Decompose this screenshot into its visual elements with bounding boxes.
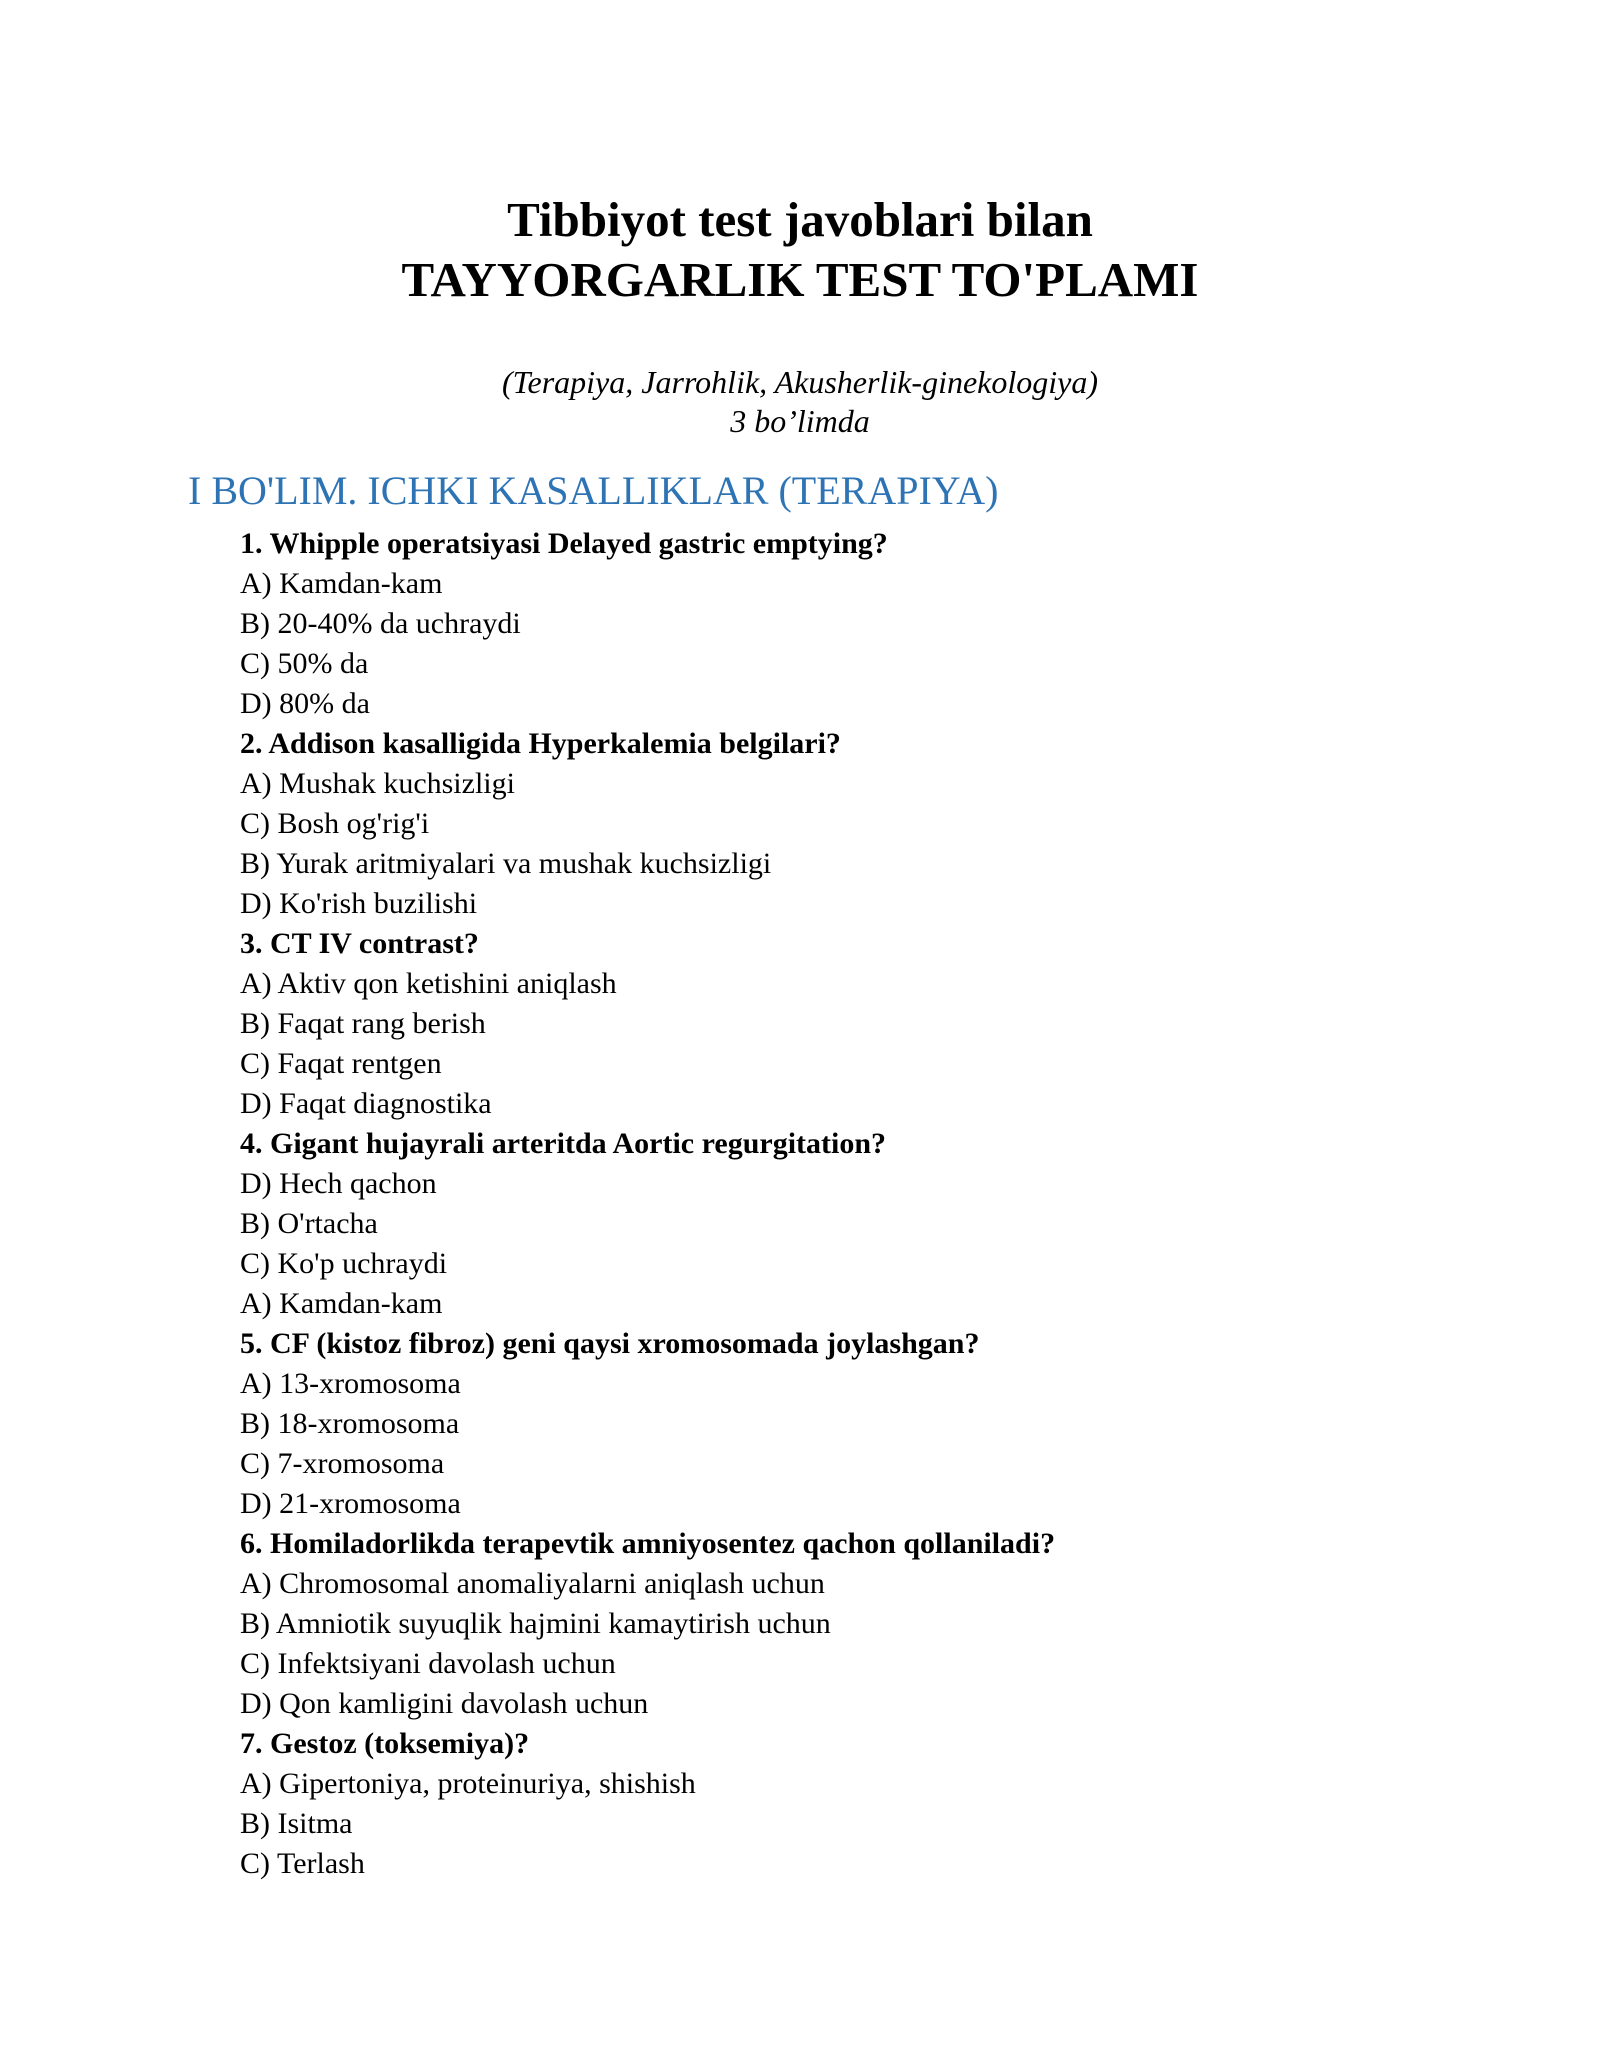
- answer-option: C) Bosh og'rig'i: [240, 807, 430, 840]
- answer-option: A) Kamdan-kam: [240, 567, 443, 600]
- question-text: 1. Whipple operatsiyasi Delayed gastric emptying?: [240, 527, 888, 560]
- answer-option: A) Kamdan-kam: [240, 1287, 443, 1320]
- answer-option: D) 80% da: [240, 687, 370, 720]
- question-list: [240, 524, 1540, 1884]
- answer-option: C) Terlash: [240, 1847, 365, 1880]
- answer-option: C) Faqat rentgen: [240, 1047, 442, 1080]
- question-block: [240, 724, 1540, 924]
- question-text: 6. Homiladorlikda terapevtik amniyosentez qachon qollaniladi?: [240, 1527, 1056, 1560]
- answer-option: B) 20-40% da uchraydi: [240, 607, 521, 640]
- answer-option: D) Hech qachon: [240, 1167, 437, 1200]
- answer-option: C) 50% da: [240, 647, 369, 680]
- answer-option: D) Faqat diagnostika: [240, 1087, 492, 1120]
- answer-option: B) Yurak aritmiyalari va mushak kuchsizligi: [240, 847, 772, 880]
- question-text: 4. Gigant hujayrali arteritda Aortic regurgitation?: [240, 1127, 887, 1160]
- answer-option: D) Qon kamligini davolash uchun: [240, 1687, 649, 1720]
- answer-option: B) Faqat rang berish: [240, 1007, 486, 1040]
- document-title-line-2: TAYYORGARLIK TEST TO'PLAMI: [401, 252, 1199, 307]
- question-text: 3. CT IV contrast?: [240, 927, 479, 960]
- answer-option: B) Isitma: [240, 1807, 353, 1840]
- answer-option: B) Amniotik suyuqlik hajmini kamaytirish uchun: [240, 1607, 831, 1640]
- document-subtitle-line-2: 3 bo’limda: [730, 403, 870, 439]
- question-block: [240, 924, 1540, 1124]
- document-title-line-1: Tibbiyot test javoblari bilan: [507, 192, 1093, 247]
- section-heading: I BO'LIM. ICHKI KASALLIKLAR (TERAPIYA): [188, 468, 999, 513]
- question-block: [240, 1524, 1540, 1724]
- answer-option: A) 13-xromosoma: [240, 1367, 461, 1400]
- answer-option: C) 7-xromosoma: [240, 1447, 445, 1480]
- answer-option: A) Mushak kuchsizligi: [240, 767, 515, 800]
- document-subtitle-line-1: (Terapiya, Jarrohlik, Akusherlik-ginekologiya): [501, 364, 1099, 400]
- answer-option: A) Aktiv qon ketishini aniqlash: [240, 967, 617, 1000]
- question-block: [240, 1724, 1540, 1884]
- answer-option: D) 21-xromosoma: [240, 1487, 461, 1520]
- question-text: 7. Gestoz (toksemiya)?: [240, 1727, 530, 1760]
- answer-option: C) Ko'p uchraydi: [240, 1247, 448, 1280]
- answer-option: C) Infektsiyani davolash uchun: [240, 1647, 616, 1680]
- question-text: 2. Addison kasalligida Hyperkalemia belgilari?: [240, 727, 841, 760]
- answer-option: A) Chromosomal anomaliyalarni aniqlash uchun: [240, 1567, 825, 1600]
- answer-option: B) 18-xromosoma: [240, 1407, 460, 1440]
- answer-option: D) Ko'rish buzilishi: [240, 887, 478, 920]
- question-block: [240, 1124, 1540, 1324]
- question-block: [240, 1324, 1540, 1524]
- answer-option: B) O'rtacha: [240, 1207, 378, 1240]
- answer-option: A) Gipertoniya, proteinuriya, shishish: [240, 1767, 696, 1800]
- question-text: 5. CF (kistoz fibroz) geni qaysi xromosomada joylashgan?: [240, 1327, 980, 1360]
- question-block: [240, 524, 1540, 724]
